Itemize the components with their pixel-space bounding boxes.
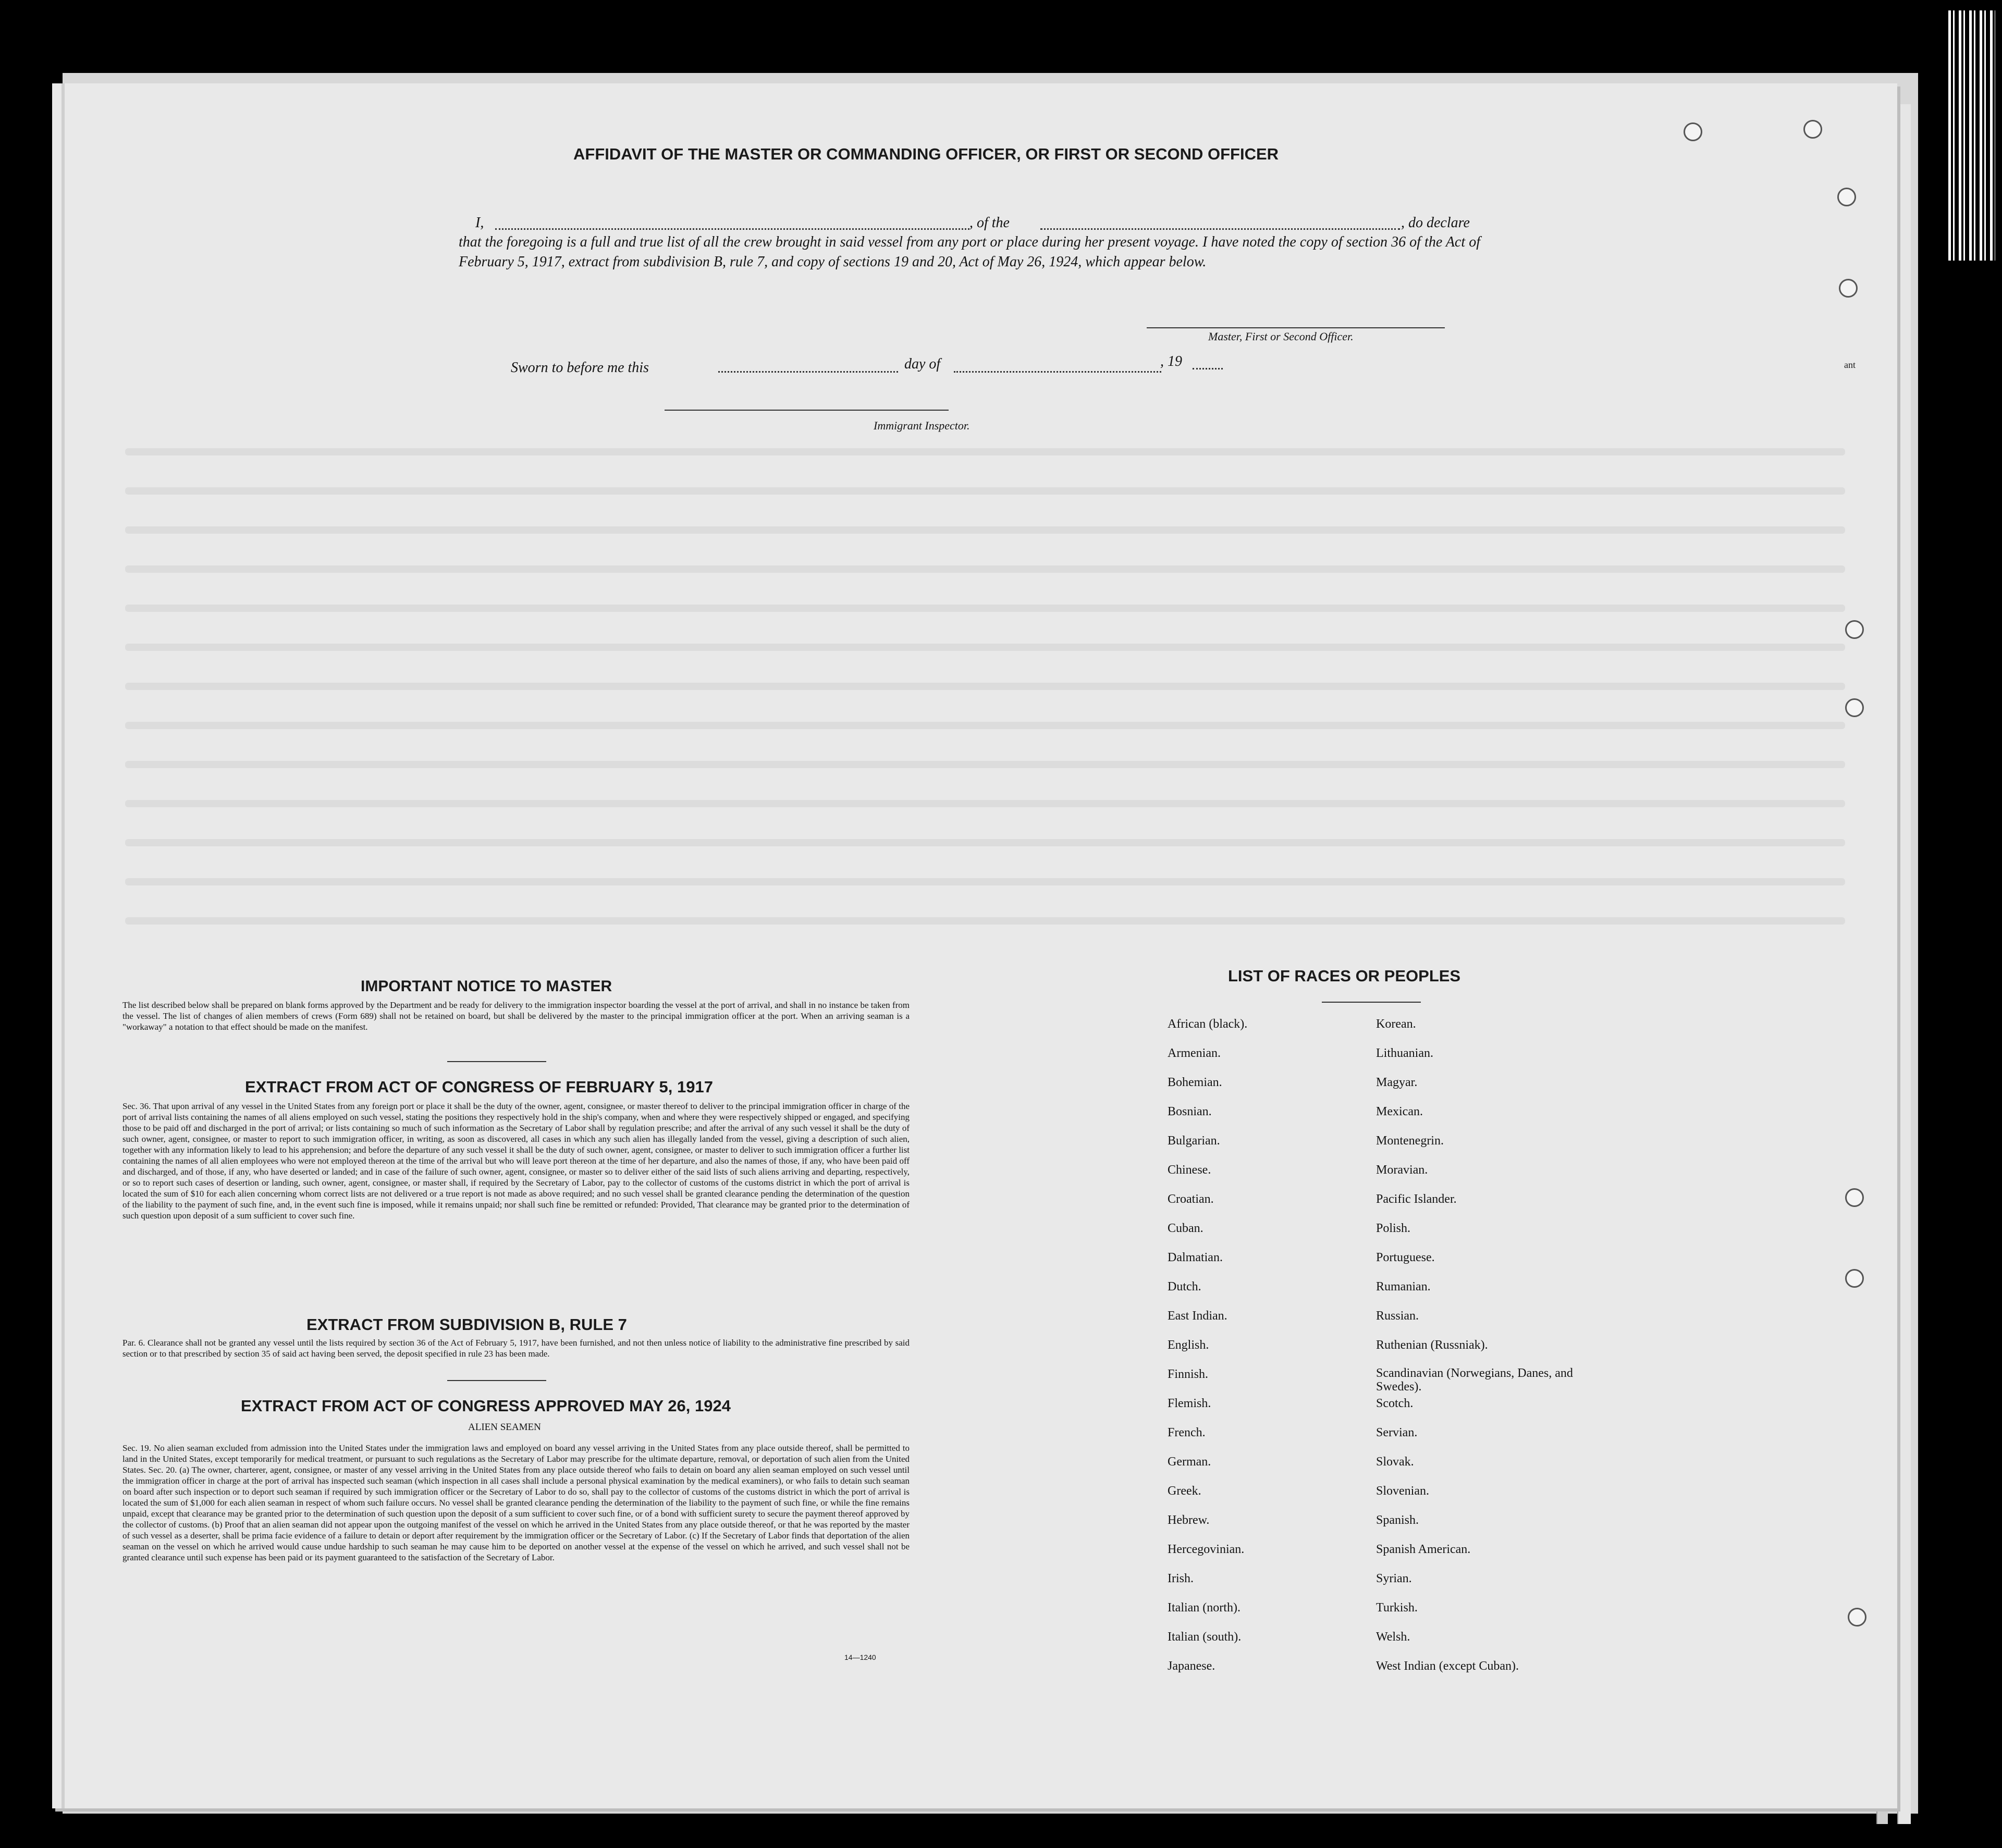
bleed-through-row (125, 448, 1845, 455)
race-item: West Indian (except Cuban). (1376, 1659, 1519, 1673)
notice-body: The list described below shall be prepared on blank forms approved by the Department and be ready for delivery to the immigration inspector boarding the vessel at the port of arrival, and shall in no instance be taken from the vessel. The list of changes of alien members of crews (Form 689) shall not be retained on board, but shall be delivered by the master to the principal immigration officer at the port. When an arriving seaman is a "workaway" a notation to that effect should be made on the manifest. (122, 1000, 910, 1032)
race-item: African (black). (1168, 1017, 1248, 1031)
extract-1924-title: EXTRACT FROM ACT OF CONGRESS APPROVED MAY 26, 1924 (241, 1397, 731, 1415)
day-blank[interactable] (718, 371, 898, 373)
punch-hole (1845, 1269, 1864, 1288)
race-item: Croatian. (1168, 1192, 1214, 1206)
scanner-barcode (1948, 10, 1995, 261)
inspector-signature-line[interactable] (665, 410, 949, 411)
race-item: Irish. (1168, 1572, 1194, 1585)
affidavit-i: I, (475, 215, 484, 231)
race-item: Flemish. (1168, 1397, 1211, 1410)
bleed-through-row (125, 917, 1845, 925)
year-blank[interactable] (1193, 368, 1223, 369)
bleed-through-row (125, 722, 1845, 729)
page-fold (62, 83, 65, 1808)
race-item: Dutch. (1168, 1280, 1201, 1293)
section-divider (1322, 1002, 1421, 1003)
punch-hole (1839, 279, 1858, 298)
race-item: Bosnian. (1168, 1105, 1212, 1118)
race-item: East Indian. (1168, 1309, 1227, 1323)
extract-1917-body: Sec. 36. That upon arrival of any vessel in the United States from any foreign port or place it shall be the duty of the owner, agent, consignee, or master thereof to deliver to the principal immigration officer in charge of the port of arrival lists containing the names of all aliens employed on such vessel, stating the positions they respectively hold in the ship's company, when and where they were respectively shipped or engaged, and specifying those to be paid off and discharged in the port of arrival; or lists containing so much of such information as the Secretary of Labor shall by regulation prescribe; and after the arrival of any such vessel it shall be the duty of such owner, agent, consignee, or master to report to such immigration officer, in writing, as soon as discovered, all cases in which any such alien has illegally landed from the vessel, giving a description of such alien, together with any information likely to lead to his apprehension; and before the departure of any such vessel it shall be the duty of such owner, agent, consignee, or master to deliver to such immigration officer a further list containing the names of all alien employees who were not employed thereon at the time of the arrival but who will leave port thereon at the time of her departure, and also the names of those, if any, who have been paid off and discharged, and of those, if any, who have deserted or landed; and in case of the failure of such owner, agent, consignee, or master so to deliver either of the said lists of such aliens arriving and departing, respectively, or so to report such cases of desertion or landing, such owner, agent, consignee, or master shall, if required by the Secretary of Labor, pay to the collector of customs of the customs district in which the port of arrival is located the sum of $10 for each alien concerning whom correct lists are not delivered or a true report is not made as above required; and no such vessel shall be granted clearance pending the determination of the question of the liability to the payment of such fine, and, in the event such fine is imposed, while it remains unpaid; nor shall such fine be remitted or refunded: Provided, That clearance may be granted prior to the determination of such question upon deposit of a sum sufficient to cover such fine. (122, 1101, 910, 1221)
extract-rule7-title: EXTRACT FROM SUBDIVISION B, RULE 7 (306, 1315, 627, 1334)
race-item: Slovenian. (1376, 1484, 1429, 1498)
punch-hole (1845, 698, 1864, 717)
race-item: Scotch. (1376, 1397, 1414, 1410)
races-list-right (1376, 1016, 1595, 1687)
affidavit-of-the: , of the (969, 215, 1010, 231)
punch-hole (1803, 120, 1822, 139)
race-item: Servian. (1376, 1426, 1418, 1439)
race-item: Greek. (1168, 1484, 1201, 1498)
races-list-left (1168, 1016, 1355, 1687)
extract-1917-title: EXTRACT FROM ACT OF CONGRESS OF FEBRUARY 5, 1917 (245, 1078, 713, 1096)
extract-1924-body: Sec. 19. No alien seaman excluded from admission into the United States under the immigration laws and employed on board any vessel arriving in the United States from any place outside thereof, shall be permitted to land in the United States, except temporarily for medical treatment, or pursuant to such regulations as the Secretary of Labor may prescribe for the ultimate departure, removal, or deportation of such alien from the United States. Sec. 20. (a) The owner, charterer, agent, consignee, or master of any vessel arriving in the United States from any place outside thereof who fails to detain on board any alien seaman employed on such vessel until the immigration officer in charge at the port of arrival has inspected such seaman (which inspection in all cases shall include a personal physical examination by the medical examiners), or who fails to detain such seaman on board after such inspection or to deport such seaman if required by such immigration officer or the Secretary of Labor to do so, shall pay to the collector of customs of the customs district in which the port of arrival is located the sum of $1,000 for each alien seaman in respect of whom such failure occurs. No vessel shall be granted clearance pending the determination of the liability to the payment of such fine, or while the fine remains unpaid, except that clearance may be granted prior to the determination of such question upon the deposit of a sum sufficient to cover such fine, or of a bond with sufficient surety to secure the payment thereof approved by the collector of customs. (b) Proof that an alien seaman did not appear upon the outgoing manifest of the vessel on which he arrived in the United States from any place outside thereof, or that he was reported by the master of such vessel as a deserter, shall be prima facie evidence of a failure to detain or deport after requirement by the immigration officer or the Secretary of Labor. (c) If the Secretary of Labor finds that deportation of the alien seaman on the vessel on which he arrived would cause undue hardship to such seaman he may cause him to be deported on another vessel at the expense of the vessel on which he arrived, and such vessel shall not be granted clearance until such expense has been paid or its payment guaranteed to the satisfaction of the Secretary of Labor. (122, 1443, 910, 1562)
notice-title: IMPORTANT NOTICE TO MASTER (361, 978, 612, 995)
page-edge (1897, 104, 1911, 1824)
race-item: Korean. (1376, 1017, 1416, 1031)
race-item: Turkish. (1376, 1601, 1418, 1615)
race-item: Cuban. (1168, 1222, 1203, 1235)
race-item: Mexican. (1376, 1105, 1423, 1118)
race-item: Slovak. (1376, 1455, 1414, 1469)
punch-hole (1845, 620, 1864, 639)
race-item: Pacific Islander. (1376, 1192, 1457, 1206)
race-item: Dalmatian. (1168, 1251, 1223, 1264)
affidavit-body: that the foregoing is a full and true list of all the crew brought in said vessel from any port or place during her present voyage. I have noted the copy of section 36 of the Act of February 5, 1917, extract from subdivision B, rule 7, and copy of sections 19 and 20, Act of May 26, 1924, which appear below. (459, 234, 1480, 270)
punch-hole (1848, 1608, 1866, 1627)
race-item: Montenegrin. (1376, 1134, 1444, 1148)
race-item: Magyar. (1376, 1076, 1418, 1089)
vessel-blank[interactable] (1040, 228, 1400, 230)
race-item: German. (1168, 1455, 1211, 1469)
punch-hole (1837, 188, 1856, 206)
races-title: LIST OF RACES OR PEOPLES (1228, 967, 1461, 985)
bleed-through-row (125, 878, 1845, 885)
alien-seamen-subtitle: ALIEN SEAMEN (468, 1422, 541, 1433)
master-signature-line[interactable] (1147, 327, 1445, 328)
race-item: Ruthenian (Russniak). (1376, 1338, 1488, 1352)
race-item: Hebrew. (1168, 1513, 1210, 1527)
section-divider (447, 1380, 546, 1381)
month-blank[interactable] (954, 371, 1161, 373)
margin-note: ant (1844, 360, 1856, 370)
extract-rule7-body: Par. 6. Clearance shall not be granted any vessel until the lists required by section 36 of the Act of February 5, 1917, have been furnished, and not then unless notice of liability to the administrative fine prescribed by said section or to that prescribed by section 35 of said act having been served, the deposit specified in rule 23 has been made. (122, 1338, 910, 1359)
punch-hole (1684, 122, 1702, 141)
bleed-through-row (125, 565, 1845, 573)
bleed-through-row (125, 683, 1845, 690)
race-item: Bulgarian. (1168, 1134, 1220, 1148)
bleed-through-row (125, 800, 1845, 807)
race-item: Syrian. (1376, 1572, 1412, 1585)
race-item: Italian (south). (1168, 1630, 1242, 1644)
bleed-through-row (125, 605, 1845, 612)
race-item: Hercegovinian. (1168, 1543, 1245, 1556)
inspector-signature-label: Immigrant Inspector. (874, 419, 970, 432)
race-item: Lithuanian. (1376, 1046, 1433, 1060)
race-item: Spanish American. (1376, 1543, 1471, 1556)
section-divider (447, 1061, 546, 1062)
race-item: French. (1168, 1426, 1206, 1439)
race-item: Armenian. (1168, 1046, 1221, 1060)
day-of-text: day of (904, 356, 941, 372)
race-item: Welsh. (1376, 1630, 1410, 1644)
race-item: Spanish. (1376, 1513, 1419, 1527)
sworn-text: Sworn to before me this (511, 360, 649, 376)
form-number: 14—1240 (844, 1653, 876, 1661)
affidavit-do-declare: , do declare (1401, 215, 1470, 231)
race-item: Rumanian. (1376, 1280, 1431, 1293)
bleed-through-row (125, 487, 1845, 495)
race-item: English. (1168, 1338, 1209, 1352)
punch-hole (1845, 1188, 1864, 1207)
master-signature-label: Master, First or Second Officer. (1208, 330, 1354, 343)
name-blank[interactable] (495, 228, 969, 230)
bleed-through-row (125, 761, 1845, 768)
affidavit-title: AFFIDAVIT OF THE MASTER OR COMMANDING OFFICER, OR FIRST OR SECOND OFFICER (573, 145, 1279, 163)
race-item: Bohemian. (1168, 1076, 1222, 1089)
race-item: Japanese. (1168, 1659, 1215, 1673)
race-item: Chinese. (1168, 1163, 1211, 1177)
bleed-through-row (125, 839, 1845, 846)
race-item: Russian. (1376, 1309, 1419, 1323)
race-item: Finnish. (1168, 1367, 1209, 1381)
race-item: Italian (north). (1168, 1601, 1240, 1615)
race-item: Polish. (1376, 1222, 1411, 1235)
race-item: Portuguese. (1376, 1251, 1435, 1264)
bleed-through-row (125, 526, 1845, 534)
race-item: Moravian. (1376, 1163, 1428, 1177)
race-item: Scandinavian (Norwegians, Danes, and Swedes). (1376, 1366, 1573, 1394)
year-prefix: , 19 (1160, 353, 1182, 369)
bleed-through-row (125, 644, 1845, 651)
